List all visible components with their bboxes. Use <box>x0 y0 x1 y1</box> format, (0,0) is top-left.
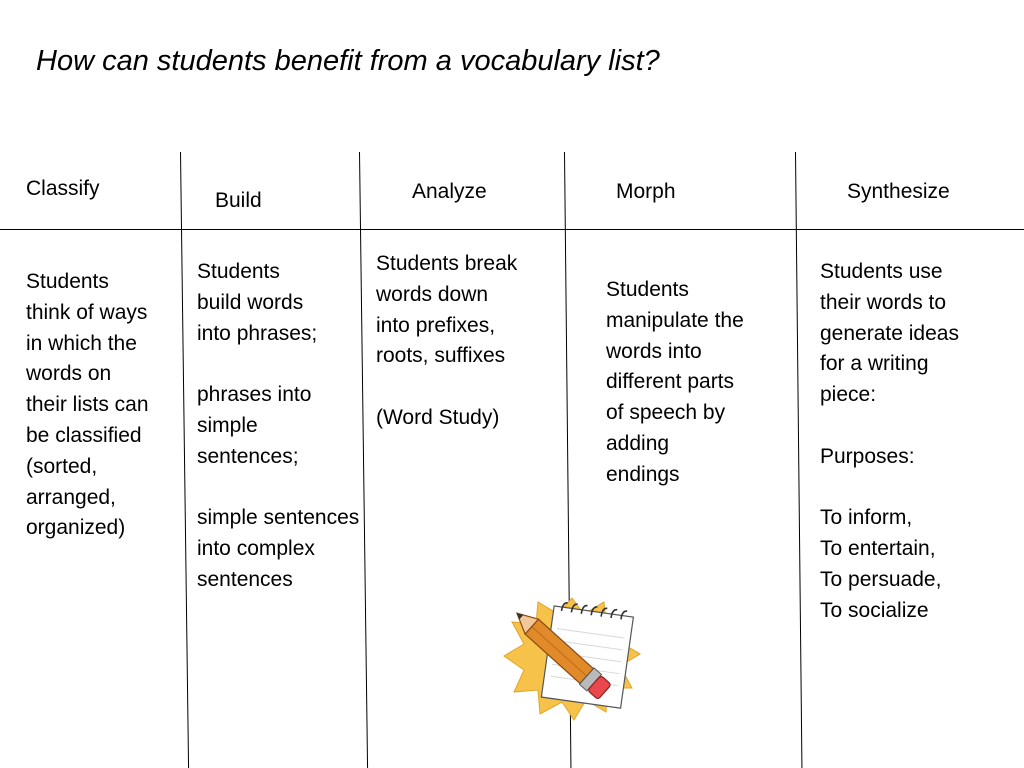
body-line: Students break <box>376 252 518 275</box>
body-line: words into <box>606 339 702 363</box>
body-line: manipulate the <box>606 308 744 332</box>
pencil-notepad-icon <box>500 592 644 726</box>
body-line: Purposes: <box>820 444 915 468</box>
column-body-analyze <box>376 249 517 434</box>
body-line: in which the <box>26 331 137 355</box>
body-line: To persuade, <box>820 567 942 591</box>
body-line: their words to <box>820 290 947 314</box>
column-body-morph <box>606 275 744 491</box>
column-heading-build: Build <box>215 189 262 212</box>
body-line: into prefixes, <box>376 313 496 337</box>
body-line: roots, suffixes <box>376 344 506 368</box>
column-body-classify <box>26 267 149 544</box>
body-line: Students <box>606 278 689 301</box>
body-paragraph <box>820 503 959 626</box>
body-line: To socialize <box>820 598 929 622</box>
body-line: To entertain, <box>820 537 936 561</box>
column-divider-4 <box>795 152 802 768</box>
body-line: generate ideas <box>820 321 959 345</box>
body-paragraph <box>376 403 517 434</box>
column-heading-synthesize: Synthesize <box>847 180 950 203</box>
body-paragraph <box>197 503 359 595</box>
header-divider <box>0 229 1024 230</box>
body-line: their lists can <box>26 393 149 417</box>
body-line: into phrases; <box>197 321 318 345</box>
body-line: piece: <box>820 383 877 407</box>
column-body-build <box>197 257 359 596</box>
body-line: (sorted, <box>26 454 98 478</box>
body-paragraph <box>376 249 517 372</box>
body-line: arranged, <box>26 485 116 509</box>
body-line: To inform, <box>820 506 913 530</box>
body-line: adding <box>606 431 670 455</box>
body-line: be classified <box>26 423 142 447</box>
body-line: (Word Study) <box>376 405 500 429</box>
body-line: think of ways <box>26 300 148 324</box>
column-divider-2 <box>359 152 368 768</box>
column-heading-morph: Morph <box>616 180 676 203</box>
body-line: words down <box>376 282 489 306</box>
body-line: build words <box>197 290 304 314</box>
body-line: sentences <box>197 567 293 591</box>
body-paragraph <box>197 380 359 472</box>
body-line: phrases into <box>197 383 312 407</box>
column-divider-1 <box>180 152 189 768</box>
column-body-synthesize <box>820 257 959 627</box>
body-line: endings <box>606 462 680 486</box>
body-line: organized) <box>26 516 126 540</box>
body-line: simple sentences <box>197 506 360 530</box>
body-paragraph <box>820 257 959 411</box>
body-paragraph <box>197 257 359 349</box>
body-line: for a writing <box>820 352 929 376</box>
body-line: simple <box>197 413 258 437</box>
column-heading-analyze: Analyze <box>412 180 487 203</box>
body-line: words on <box>26 362 112 386</box>
column-heading-classify: Classify <box>26 177 100 200</box>
slide-title: How can students benefit from a vocabulary list? <box>36 45 660 77</box>
body-line: of speech by <box>606 401 726 425</box>
body-line: Students <box>26 270 109 293</box>
body-paragraph <box>820 442 959 473</box>
body-line: sentences; <box>197 444 299 468</box>
body-line: Students <box>197 260 280 283</box>
body-line: Students use <box>820 260 943 283</box>
body-line: into complex <box>197 537 315 561</box>
body-line: different parts <box>606 370 735 394</box>
